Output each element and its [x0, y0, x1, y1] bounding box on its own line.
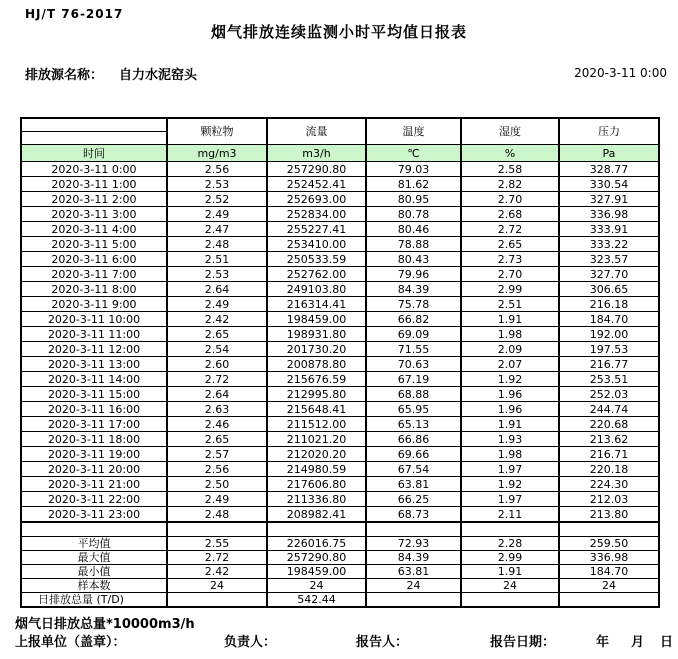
table-row [21, 402, 659, 417]
value-cell: 2.64 [167, 387, 267, 402]
time-cell: 2020-3-11 11:00 [21, 327, 167, 342]
value-cell: 81.62 [366, 177, 461, 192]
report-table [20, 117, 660, 608]
value-cell: 306.65 [559, 282, 659, 297]
value-cell: 2.73 [461, 252, 559, 267]
source-name: 自力水泥窑头 [119, 68, 198, 83]
value-cell: 2.52 [167, 192, 267, 207]
table-row [21, 432, 659, 447]
value-cell: 69.66 [366, 447, 461, 462]
value-cell: 2.82 [461, 177, 559, 192]
value-cell: 2.53 [167, 177, 267, 192]
summary-row [21, 565, 659, 579]
summary-value-cell: 2.72 [167, 551, 267, 565]
signature-line [0, 631, 678, 649]
value-cell: 1.91 [461, 417, 559, 432]
time-cell: 2020-3-11 5:00 [21, 237, 167, 252]
value-cell: 208982.41 [267, 507, 366, 523]
summary-value-cell: 24 [559, 579, 659, 593]
value-cell: 213.62 [559, 432, 659, 447]
value-cell: 198931.80 [267, 327, 366, 342]
summary-row [21, 579, 659, 593]
table-row [21, 372, 659, 387]
value-cell: 184.70 [559, 312, 659, 327]
time-cell: 2020-3-11 7:00 [21, 267, 167, 282]
time-cell: 2020-3-11 20:00 [21, 462, 167, 477]
value-cell: 201730.20 [267, 342, 366, 357]
table-row [21, 297, 659, 312]
value-cell: 84.39 [366, 282, 461, 297]
units-row [21, 145, 659, 162]
value-cell: 2.49 [167, 492, 267, 507]
value-cell: 224.30 [559, 477, 659, 492]
manager-label: 负责人： [224, 635, 277, 650]
column-header-humidity: 湿度 [461, 118, 559, 145]
value-cell: 2.56 [167, 162, 267, 177]
value-cell: 2.09 [461, 342, 559, 357]
summary-label-cell: 最小值 [21, 565, 167, 579]
daily-total-note: 烟气日排放总量*10000m3/h [15, 617, 195, 632]
empty-cell [366, 522, 461, 537]
value-cell: 2.72 [461, 222, 559, 237]
summary-value-cell: 198459.00 [267, 565, 366, 579]
value-cell: 80.78 [366, 207, 461, 222]
value-cell: 70.63 [366, 357, 461, 372]
value-cell: 2.68 [461, 207, 559, 222]
value-cell: 197.53 [559, 342, 659, 357]
value-cell: 2.65 [461, 237, 559, 252]
time-cell: 2020-3-11 23:00 [21, 507, 167, 523]
value-cell: 79.03 [366, 162, 461, 177]
summary-value-cell [366, 593, 461, 608]
time-cell: 2020-3-11 8:00 [21, 282, 167, 297]
empty-cell [167, 522, 267, 537]
time-cell: 2020-3-11 14:00 [21, 372, 167, 387]
value-cell: 2.49 [167, 297, 267, 312]
value-cell: 2.70 [461, 267, 559, 282]
value-cell: 1.96 [461, 387, 559, 402]
table-row [21, 417, 659, 432]
value-cell: 2.42 [167, 312, 267, 327]
table-header [21, 118, 659, 162]
value-cell: 65.13 [366, 417, 461, 432]
summary-label-cell: 平均值 [21, 537, 167, 551]
corner-cell-bottom [21, 132, 167, 145]
value-cell: 2.11 [461, 507, 559, 523]
table-row [21, 237, 659, 252]
summary-rows [21, 537, 659, 608]
meta-row [25, 64, 670, 83]
summary-value-cell: 24 [267, 579, 366, 593]
value-cell: 2.60 [167, 357, 267, 372]
table-row [21, 222, 659, 237]
reporter-label: 报告人： [356, 635, 409, 650]
time-cell: 2020-3-11 22:00 [21, 492, 167, 507]
empty-cell [267, 522, 366, 537]
summary-value-cell: 336.98 [559, 551, 659, 565]
table-row [21, 252, 659, 267]
value-cell: 211336.80 [267, 492, 366, 507]
value-cell: 2.54 [167, 342, 267, 357]
value-cell: 215648.41 [267, 402, 366, 417]
value-cell: 217606.80 [267, 477, 366, 492]
time-cell: 2020-3-11 9:00 [21, 297, 167, 312]
year-label: 年 [596, 635, 610, 650]
value-cell: 323.57 [559, 252, 659, 267]
value-cell: 244.74 [559, 402, 659, 417]
summary-label-cell: 日排放总量 (T/D) [21, 593, 167, 608]
value-cell: 2.64 [167, 282, 267, 297]
value-cell: 212995.80 [267, 387, 366, 402]
table-row [21, 462, 659, 477]
time-cell: 2020-3-11 16:00 [21, 402, 167, 417]
value-cell: 192.00 [559, 327, 659, 342]
unit-cell: ℃ [366, 145, 461, 162]
time-cell: 2020-3-11 0:00 [21, 162, 167, 177]
value-cell: 2.48 [167, 237, 267, 252]
time-cell: 2020-3-11 3:00 [21, 207, 167, 222]
value-cell: 2.56 [167, 462, 267, 477]
time-cell: 2020-3-11 10:00 [21, 312, 167, 327]
value-cell: 253.51 [559, 372, 659, 387]
value-cell: 220.68 [559, 417, 659, 432]
corner-cell-top [21, 118, 167, 132]
table-row [21, 387, 659, 402]
value-cell: 1.91 [461, 312, 559, 327]
summary-value-cell: 542.44 [267, 593, 366, 608]
empty-cell [559, 522, 659, 537]
report-datetime: 2020-3-11 0:00 [574, 66, 667, 80]
summary-value-cell: 259.50 [559, 537, 659, 551]
value-cell: 2.50 [167, 477, 267, 492]
value-cell: 252693.00 [267, 192, 366, 207]
value-cell: 328.77 [559, 162, 659, 177]
value-cell: 211021.20 [267, 432, 366, 447]
summary-value-cell: 1.91 [461, 565, 559, 579]
header-row-top [21, 118, 659, 132]
value-cell: 252.03 [559, 387, 659, 402]
report-date-label: 报告日期： [490, 635, 556, 650]
value-cell: 1.98 [461, 327, 559, 342]
value-cell: 249103.80 [267, 282, 366, 297]
summary-row [21, 593, 659, 608]
value-cell: 2.72 [167, 372, 267, 387]
value-cell: 67.54 [366, 462, 461, 477]
summary-value-cell: 184.70 [559, 565, 659, 579]
hourly-rows [21, 162, 659, 523]
table-row [21, 192, 659, 207]
separator-section [21, 522, 659, 537]
value-cell: 67.19 [366, 372, 461, 387]
summary-value-cell: 2.99 [461, 551, 559, 565]
summary-row [21, 551, 659, 565]
column-header-particulate: 颗粒物 [167, 118, 267, 145]
value-cell: 2.70 [461, 192, 559, 207]
summary-value-cell: 2.28 [461, 537, 559, 551]
value-cell: 2.57 [167, 447, 267, 462]
value-cell: 211512.00 [267, 417, 366, 432]
time-cell: 2020-3-11 18:00 [21, 432, 167, 447]
summary-value-cell [461, 593, 559, 608]
value-cell: 68.73 [366, 507, 461, 523]
table-row [21, 282, 659, 297]
value-cell: 2.99 [461, 282, 559, 297]
column-header-temperature: 温度 [366, 118, 461, 145]
value-cell: 330.54 [559, 177, 659, 192]
page-title: 烟气排放连续监测小时平均值日报表 [210, 23, 467, 41]
table-row [21, 327, 659, 342]
table-row [21, 507, 659, 523]
time-cell: 2020-3-11 17:00 [21, 417, 167, 432]
time-cell: 2020-3-11 19:00 [21, 447, 167, 462]
separator-row [21, 522, 659, 537]
value-cell: 65.95 [366, 402, 461, 417]
value-cell: 2.65 [167, 432, 267, 447]
time-cell: 2020-3-11 13:00 [21, 357, 167, 372]
value-cell: 78.88 [366, 237, 461, 252]
column-header-pressure: 压力 [559, 118, 659, 145]
time-cell: 2020-3-11 4:00 [21, 222, 167, 237]
value-cell: 212020.20 [267, 447, 366, 462]
value-cell: 252762.00 [267, 267, 366, 282]
standard-code: HJ/T 76-2017 [25, 7, 124, 21]
table-row [21, 342, 659, 357]
column-header-flow: 流量 [267, 118, 366, 145]
time-cell: 2020-3-11 1:00 [21, 177, 167, 192]
value-cell: 257290.80 [267, 162, 366, 177]
value-cell: 2.51 [461, 297, 559, 312]
value-cell: 216314.41 [267, 297, 366, 312]
unit-cell: mg/m3 [167, 145, 267, 162]
value-cell: 80.95 [366, 192, 461, 207]
value-cell: 2.47 [167, 222, 267, 237]
value-cell: 327.70 [559, 267, 659, 282]
value-cell: 66.86 [366, 432, 461, 447]
value-cell: 333.22 [559, 237, 659, 252]
value-cell: 216.77 [559, 357, 659, 372]
value-cell: 212.03 [559, 492, 659, 507]
value-cell: 1.92 [461, 477, 559, 492]
time-cell: 2020-3-11 15:00 [21, 387, 167, 402]
value-cell: 2.58 [461, 162, 559, 177]
summary-label-cell: 样本数 [21, 579, 167, 593]
time-cell: 2020-3-11 12:00 [21, 342, 167, 357]
value-cell: 200878.80 [267, 357, 366, 372]
table-row [21, 492, 659, 507]
value-cell: 66.25 [366, 492, 461, 507]
table-row [21, 312, 659, 327]
value-cell: 80.43 [366, 252, 461, 267]
value-cell: 216.18 [559, 297, 659, 312]
value-cell: 220.18 [559, 462, 659, 477]
unit-cell: m3/h [267, 145, 366, 162]
value-cell: 75.78 [366, 297, 461, 312]
summary-value-cell: 2.55 [167, 537, 267, 551]
summary-label-cell: 最大值 [21, 551, 167, 565]
value-cell: 63.81 [366, 477, 461, 492]
summary-value-cell: 2.42 [167, 565, 267, 579]
summary-value-cell: 63.81 [366, 565, 461, 579]
month-label: 月 [631, 635, 645, 650]
value-cell: 253410.00 [267, 237, 366, 252]
table-row [21, 162, 659, 177]
table-row [21, 267, 659, 282]
unit-cell: Pa [559, 145, 659, 162]
value-cell: 327.91 [559, 192, 659, 207]
table-row [21, 477, 659, 492]
value-cell: 216.71 [559, 447, 659, 462]
value-cell: 250533.59 [267, 252, 366, 267]
value-cell: 2.49 [167, 207, 267, 222]
source-label: 排放源名称： [25, 68, 104, 83]
value-cell: 2.46 [167, 417, 267, 432]
value-cell: 1.97 [461, 462, 559, 477]
value-cell: 68.88 [366, 387, 461, 402]
unit-cell: % [461, 145, 559, 162]
value-cell: 252452.41 [267, 177, 366, 192]
value-cell: 333.91 [559, 222, 659, 237]
summary-value-cell: 24 [461, 579, 559, 593]
value-cell: 79.96 [366, 267, 461, 282]
value-cell: 66.82 [366, 312, 461, 327]
value-cell: 80.46 [366, 222, 461, 237]
table-row [21, 447, 659, 462]
time-cell: 2020-3-11 2:00 [21, 192, 167, 207]
value-cell: 2.53 [167, 267, 267, 282]
value-cell: 69.09 [366, 327, 461, 342]
value-cell: 2.51 [167, 252, 267, 267]
summary-value-cell: 257290.80 [267, 551, 366, 565]
value-cell: 2.65 [167, 327, 267, 342]
value-cell: 252834.00 [267, 207, 366, 222]
summary-value-cell: 72.93 [366, 537, 461, 551]
time-header-cell: 时间 [21, 145, 167, 162]
summary-row [21, 537, 659, 551]
value-cell: 2.48 [167, 507, 267, 523]
value-cell: 1.98 [461, 447, 559, 462]
summary-value-cell: 226016.75 [267, 537, 366, 551]
value-cell: 255227.41 [267, 222, 366, 237]
summary-value-cell: 24 [167, 579, 267, 593]
value-cell: 1.92 [461, 372, 559, 387]
empty-cell [21, 522, 167, 537]
value-cell: 2.63 [167, 402, 267, 417]
empty-cell [461, 522, 559, 537]
table-row [21, 207, 659, 222]
value-cell: 198459.00 [267, 312, 366, 327]
value-cell: 213.80 [559, 507, 659, 523]
time-cell: 2020-3-11 21:00 [21, 477, 167, 492]
summary-value-cell [559, 593, 659, 608]
value-cell: 336.98 [559, 207, 659, 222]
time-cell: 2020-3-11 6:00 [21, 252, 167, 267]
value-cell: 214980.59 [267, 462, 366, 477]
value-cell: 215676.59 [267, 372, 366, 387]
day-label: 日 [660, 635, 674, 650]
summary-value-cell: 84.39 [366, 551, 461, 565]
value-cell: 1.93 [461, 432, 559, 447]
value-cell: 1.96 [461, 402, 559, 417]
value-cell: 1.97 [461, 492, 559, 507]
summary-value-cell: 24 [366, 579, 461, 593]
reporting-unit-label: 上报单位（盖章）： [15, 635, 126, 650]
value-cell: 71.55 [366, 342, 461, 357]
value-cell: 2.07 [461, 357, 559, 372]
table-row [21, 357, 659, 372]
table-row [21, 177, 659, 192]
summary-value-cell [167, 593, 267, 608]
